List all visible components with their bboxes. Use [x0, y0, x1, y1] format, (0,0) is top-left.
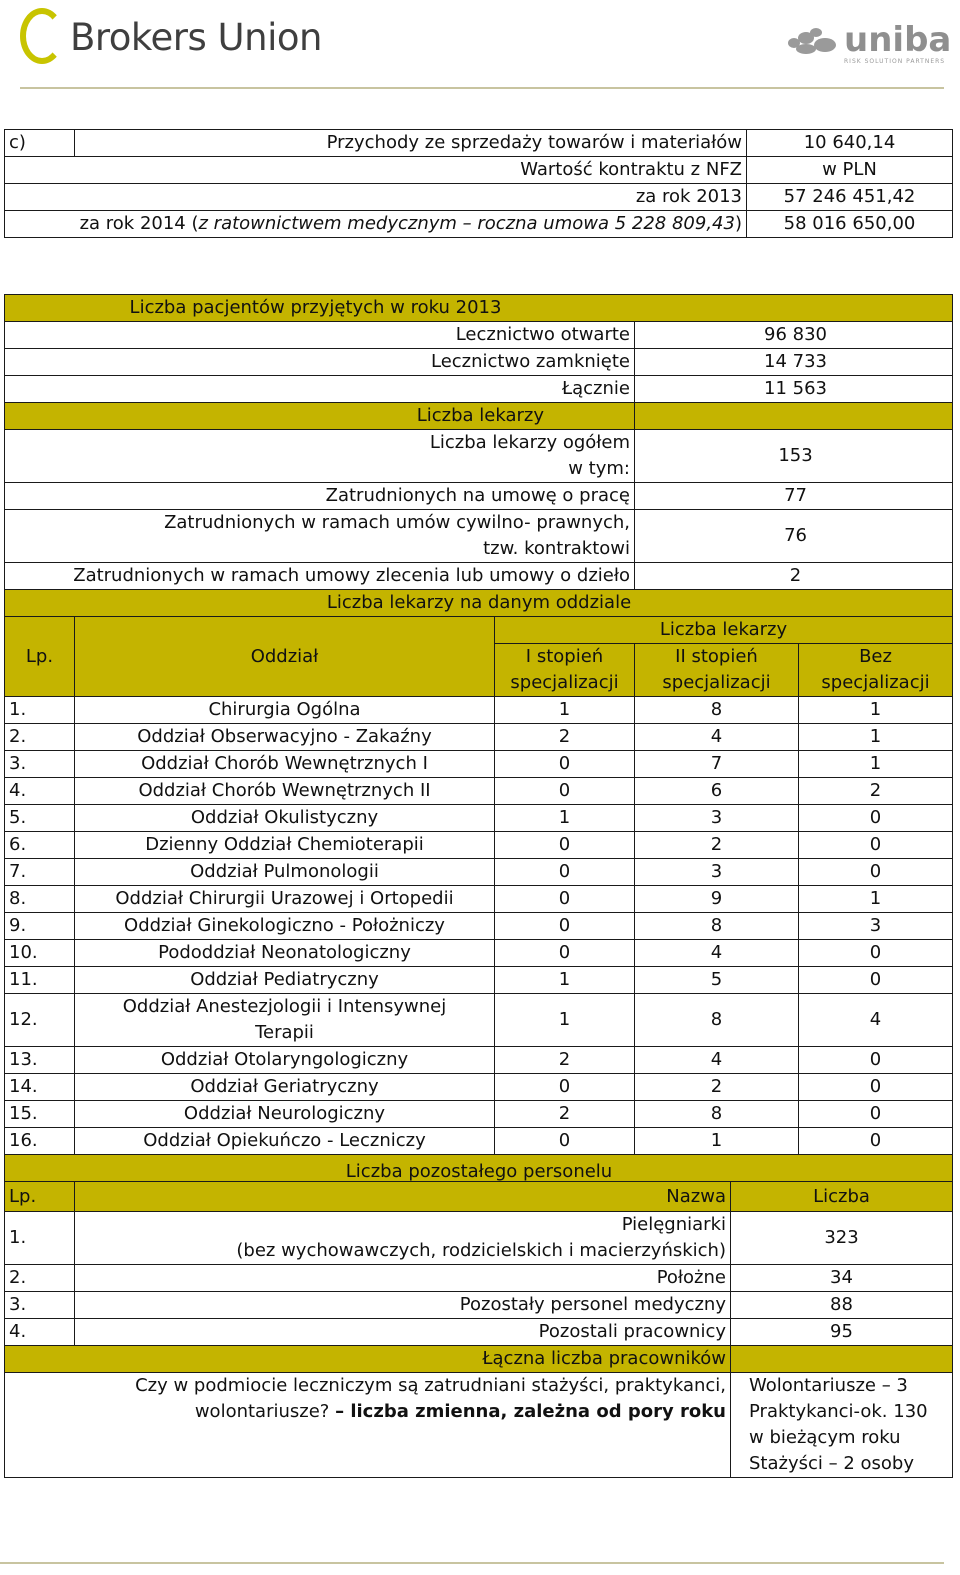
department-first-degree: 0 [495, 886, 635, 913]
patients-row-label: Lecznictwo zamknięte [5, 349, 635, 376]
staff-lp: 1. [5, 1212, 75, 1265]
department-no-specialization: 0 [799, 859, 953, 886]
patients-row [5, 349, 953, 376]
year-2013-value: 57 246 451,42 [747, 184, 953, 211]
col-doctor-count-group: Liczba lekarzy [495, 617, 953, 644]
department-first-degree: 0 [495, 913, 635, 940]
department-name: Oddział Chorób Wewnętrznych II [75, 778, 495, 805]
department-lp: 6. [5, 832, 75, 859]
department-lp: 4. [5, 778, 75, 805]
department-second-degree: 8 [635, 1101, 799, 1128]
uniba-logo-subtitle: RISK SOLUTION PARTNERS [844, 58, 946, 65]
department-name: Oddział Pediatryczny [75, 967, 495, 994]
department-name: Chirurgia Ogólna [75, 697, 495, 724]
year-2014-row [5, 211, 953, 238]
staff-total-row [5, 1346, 953, 1373]
department-row [5, 751, 953, 778]
department-second-degree: 9 [635, 886, 799, 913]
department-second-degree: 6 [635, 778, 799, 805]
staff-lp: 4. [5, 1319, 75, 1346]
department-lp: 2. [5, 724, 75, 751]
department-lp: 7. [5, 859, 75, 886]
year-2014-value: 58 016 650,00 [747, 211, 953, 238]
department-second-degree: 4 [635, 724, 799, 751]
staff-header-row [5, 1182, 953, 1212]
doctors-order-label: Zatrudnionych w ramach umowy zlecenia lub umowy o dzieło [5, 563, 635, 590]
footer-divider [0, 1562, 944, 1564]
patients-title: Liczba pacjentów przyjętych w roku 2013 [5, 295, 953, 322]
logo-arc-icon [20, 8, 64, 64]
department-no-specialization: 1 [799, 751, 953, 778]
patients-row-value: 11 563 [635, 376, 953, 403]
department-no-specialization: 1 [799, 697, 953, 724]
department-first-degree: 1 [495, 967, 635, 994]
department-second-degree: 4 [635, 940, 799, 967]
trainees-answer: Wolontariusze – 3 Praktykanci-ok. 130 w bieżącym roku Stażyści – 2 osoby [731, 1373, 953, 1478]
department-name: Oddział Pulmonologii [75, 859, 495, 886]
doctors-civil-value: 76 [635, 510, 953, 563]
department-lp: 15. [5, 1101, 75, 1128]
department-name: Oddział Otolaryngologiczny [75, 1047, 495, 1074]
department-name: Oddział Neurologiczny [75, 1101, 495, 1128]
department-name: Oddział Geriatryczny [75, 1074, 495, 1101]
brokers-union-logo [20, 8, 320, 72]
year-2013-row [5, 184, 953, 211]
department-row [5, 1047, 953, 1074]
department-second-degree: 4 [635, 1047, 799, 1074]
department-no-specialization: 0 [799, 1047, 953, 1074]
year-2014-label: za rok 2014 (z ratownictwem medycznym – roczna umowa 5 228 809,43) [5, 211, 747, 238]
department-name: Oddział Opiekuńczo - Leczniczy [75, 1128, 495, 1155]
department-first-degree: 0 [495, 751, 635, 778]
department-no-specialization: 0 [799, 805, 953, 832]
doctors-title-row [5, 403, 953, 430]
department-second-degree: 7 [635, 751, 799, 778]
staff-name: Pielęgniarki (bez wychowawczych, rodzicielskich i macierzyńskich) [75, 1212, 731, 1265]
department-lp: 16. [5, 1128, 75, 1155]
doctors-civil-label: Zatrudnionych w ramach umów cywilno- prawnych, tzw. kontraktowi [5, 510, 635, 563]
patients-row [5, 322, 953, 349]
department-lp: 1. [5, 697, 75, 724]
department-first-degree: 1 [495, 697, 635, 724]
department-second-degree: 8 [635, 994, 799, 1047]
department-row [5, 1101, 953, 1128]
staff-row [5, 1319, 953, 1346]
col-no-specialization: Bez specjalizacji [799, 644, 953, 697]
nfz-row [5, 157, 953, 184]
department-first-degree: 2 [495, 724, 635, 751]
department-second-degree: 8 [635, 697, 799, 724]
doctors-total-value: 153 [635, 430, 953, 483]
year-2014-italic: z ratownictwem medycznym – roczna umowa 5 228 809,43 [198, 213, 735, 234]
revenue-table [4, 129, 953, 238]
department-second-degree: 2 [635, 1074, 799, 1101]
department-row [5, 967, 953, 994]
uniba-logo-text: uniba [844, 20, 952, 60]
department-row [5, 994, 953, 1047]
doctors-civil-row [5, 510, 953, 563]
col-department: Oddział [75, 617, 495, 697]
staff-lp: 3. [5, 1292, 75, 1319]
department-name: Oddział Okulistyczny [75, 805, 495, 832]
doctors-total-label: Liczba lekarzy ogółem w tym: [5, 430, 635, 483]
department-second-degree: 1 [635, 1128, 799, 1155]
department-row [5, 724, 953, 751]
department-first-degree: 2 [495, 1047, 635, 1074]
department-no-specialization: 4 [799, 994, 953, 1047]
department-first-degree: 0 [495, 1128, 635, 1155]
department-lp: 3. [5, 751, 75, 778]
department-row [5, 778, 953, 805]
staff-count: 34 [731, 1265, 953, 1292]
department-first-degree: 0 [495, 778, 635, 805]
department-no-specialization: 0 [799, 967, 953, 994]
col-lp: Lp. [5, 617, 75, 697]
staff-col-count: Liczba [731, 1182, 953, 1212]
department-name: Dzienny Oddział Chemioterapii [75, 832, 495, 859]
department-row [5, 886, 953, 913]
department-lp: 8. [5, 886, 75, 913]
department-lp: 9. [5, 913, 75, 940]
department-no-specialization: 0 [799, 832, 953, 859]
staff-row [5, 1265, 953, 1292]
doctors-order-row [5, 563, 953, 590]
department-no-specialization: 1 [799, 886, 953, 913]
doctors-order-value: 2 [635, 563, 953, 590]
department-row [5, 859, 953, 886]
page-header [0, 0, 960, 92]
department-name: Oddział Ginekologiczno - Położniczy [75, 913, 495, 940]
department-row [5, 1074, 953, 1101]
doctors-contract-label: Zatrudnionych na umowę o pracę [5, 483, 635, 510]
department-first-degree: 0 [495, 859, 635, 886]
nfz-label: Wartość kontraktu z NFZ [5, 157, 747, 184]
departments-title: Liczba lekarzy na danym oddziale [5, 590, 953, 617]
section-label: c) [5, 130, 75, 157]
department-name: Pododdział Neonatologiczny [75, 940, 495, 967]
department-first-degree: 0 [495, 1074, 635, 1101]
staff-name: Pozostały personel medyczny [75, 1292, 731, 1319]
department-row [5, 1128, 953, 1155]
patients-row-value: 14 733 [635, 349, 953, 376]
department-row [5, 913, 953, 940]
department-no-specialization: 1 [799, 724, 953, 751]
patients-row-value: 96 830 [635, 322, 953, 349]
department-lp: 12. [5, 994, 75, 1047]
department-second-degree: 3 [635, 805, 799, 832]
department-row [5, 940, 953, 967]
department-no-specialization: 0 [799, 1074, 953, 1101]
department-second-degree: 3 [635, 859, 799, 886]
department-first-degree: 0 [495, 940, 635, 967]
department-lp: 14. [5, 1074, 75, 1101]
doctors-contract-row [5, 483, 953, 510]
patients-row-label: Łącznie [5, 376, 635, 403]
department-no-specialization: 3 [799, 913, 953, 940]
patients-row [5, 376, 953, 403]
uniba-blobs-icon [786, 28, 844, 58]
doctors-contract-value: 77 [635, 483, 953, 510]
nfz-unit: w PLN [747, 157, 953, 184]
department-row [5, 832, 953, 859]
department-no-specialization: 0 [799, 940, 953, 967]
staff-table [4, 1181, 953, 1478]
staff-row [5, 1212, 953, 1265]
header-divider [20, 87, 944, 89]
uniba-logo [786, 20, 952, 72]
staff-lp: 2. [5, 1265, 75, 1292]
staff-name: Pozostali pracownicy [75, 1319, 731, 1346]
departments-title-row [5, 590, 953, 617]
department-second-degree: 5 [635, 967, 799, 994]
trainees-question: Czy w podmiocie leczniczym są zatrudniani stażyści, praktykanci, wolontariusze? – liczba zmienna, zależna od pory roku [5, 1373, 731, 1478]
staff-total-label: Łączna liczba pracowników [5, 1346, 731, 1373]
year-2013-label: za rok 2013 [5, 184, 747, 211]
trainees-question-bold: – liczba zmienna, zależna od pory roku [335, 1401, 726, 1422]
staff-row [5, 1292, 953, 1319]
department-name: Oddział Chirurgii Urazowej i Ortopedii [75, 886, 495, 913]
department-first-degree: 1 [495, 994, 635, 1047]
department-no-specialization: 2 [799, 778, 953, 805]
department-first-degree: 0 [495, 832, 635, 859]
department-first-degree: 2 [495, 1101, 635, 1128]
patients-row-label: Lecznictwo otwarte [5, 322, 635, 349]
department-lp: 11. [5, 967, 75, 994]
trainees-row [5, 1373, 953, 1478]
department-second-degree: 2 [635, 832, 799, 859]
department-lp: 10. [5, 940, 75, 967]
staff-title: Liczba pozostałego personelu [5, 1155, 953, 1189]
department-name: Oddział Obserwacyjno - Zakaźny [75, 724, 495, 751]
department-name: Oddział Anestezjologii i Intensywnej Terapii [75, 994, 495, 1047]
staff-col-lp: Lp. [5, 1182, 75, 1212]
department-second-degree: 8 [635, 913, 799, 940]
department-first-degree: 1 [495, 805, 635, 832]
department-lp: 13. [5, 1047, 75, 1074]
patients-title-row [5, 295, 953, 322]
staff-name: Położne [75, 1265, 731, 1292]
hospital-statistics-table [4, 294, 953, 1189]
col-second-degree: II stopień specjalizacji [635, 644, 799, 697]
staff-count: 88 [731, 1292, 953, 1319]
doctors-title: Liczba lekarzy [5, 403, 635, 430]
brokers-union-logo-text: Brokers Union [70, 16, 322, 59]
department-row [5, 697, 953, 724]
departments-header-row [5, 617, 953, 644]
col-first-degree: I stopień specjalizacji [495, 644, 635, 697]
sales-value: 10 640,14 [747, 130, 953, 157]
department-name: Oddział Chorób Wewnętrznych I [75, 751, 495, 778]
doctors-total-row [5, 430, 953, 483]
staff-count: 95 [731, 1319, 953, 1346]
department-row [5, 805, 953, 832]
department-no-specialization: 0 [799, 1101, 953, 1128]
department-no-specialization: 0 [799, 1128, 953, 1155]
staff-count: 323 [731, 1212, 953, 1265]
department-lp: 5. [5, 805, 75, 832]
sales-label: Przychody ze sprzedaży towarów i materiałów [75, 130, 747, 157]
staff-col-name: Nazwa [75, 1182, 731, 1212]
sales-row [5, 130, 953, 157]
